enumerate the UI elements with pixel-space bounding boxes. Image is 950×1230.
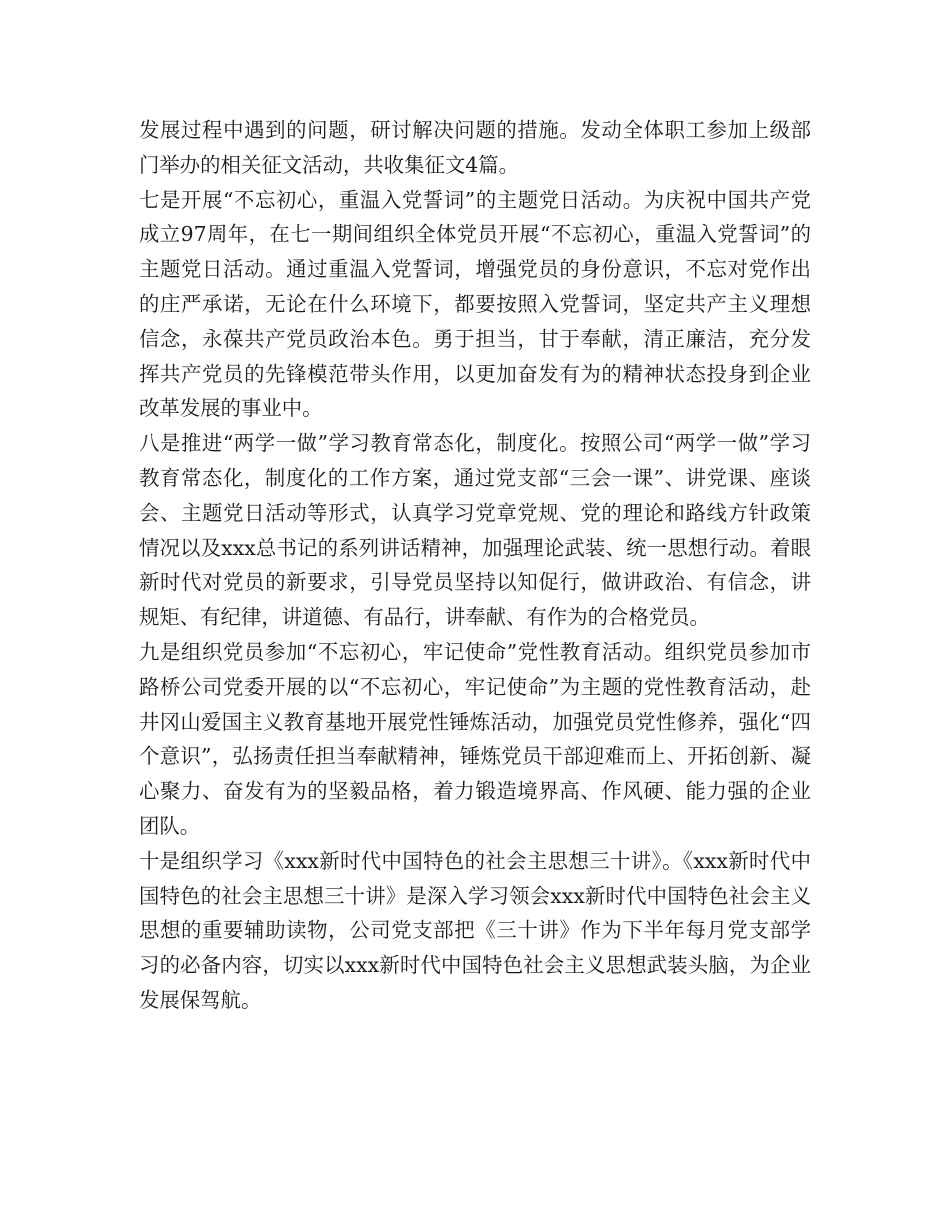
- paragraph-item-seven: 七是开展“不忘初心，重温入党誓词”的主题党日活动。为庆祝中国共产党成立97周年，在七一期间组织全体党员开展“不忘初心，重温入党誓词”的主题党日活动。通过重温入党誓词，增强党员的身份意识，不忘对党作出的庄严承诺，无论在什么环境下，都要按照入党誓词，坚定共产主义理想信念，永葆共产党员政治本色。勇于担当，甘于奉献，清正廉洁，充分发挥共产党员的先锋模范带头作用，以更加奋发有为的精神状态投身到企业改革发展的事业中。: [139, 187, 811, 421]
- paragraph-continuation: 发展过程中遇到的问题，研讨解决问题的措施。发动全体职工参加上级部门举办的相关征文活动，共收集征文4篇。: [139, 118, 811, 177]
- paragraph-item-nine: 九是组织党员参加“不忘初心，牢记使命”党性教育活动。组织党员参加市路桥公司党委开展的以“不忘初心，牢记使命”为主题的党性教育活动，赴井冈山爱国主义教育基地开展党性锤炼活动，加强党员党性修养，强化“四个意识”，弘扬责任担当奉献精神，锤炼党员干部迎难而上、开拓创新、凝心聚力、奋发有为的坚毅品格，着力锻造境界高、作风硬、能力强的企业团队。: [139, 639, 811, 838]
- document-body: [139, 113, 811, 1018]
- paragraph-item-ten: 十是组织学习《xxx新时代中国特色的社会主思想三十讲》。《xxx新时代中国特色的社会主思想三十讲》是深入学习领会xxx新时代中国特色社会主义思想的重要辅助读物，公司党支部把《三十讲》作为下半年每月党支部学习的必备内容，切实以xxx新时代中国特色社会主义思想武装头脑，为企业发展保驾航。: [139, 848, 811, 1012]
- paragraph-item-eight: 八是推进“两学一做”学习教育常态化，制度化。按照公司“两学一做”学习教育常态化，制度化的工作方案，通过党支部“三会一课”、讲党课、座谈会、主题党日活动等形式，认真学习党章党规、党的理论和路线方针政策情况以及xxx总书记的系列讲话精神，加强理论武装、统一思想行动。着眼新时代对党员的新要求，引导党员坚持以知促行，做讲政治、有信念，讲规矩、有纪律，讲道德、有品行，讲奉献、有作为的合格党员。: [139, 431, 811, 630]
